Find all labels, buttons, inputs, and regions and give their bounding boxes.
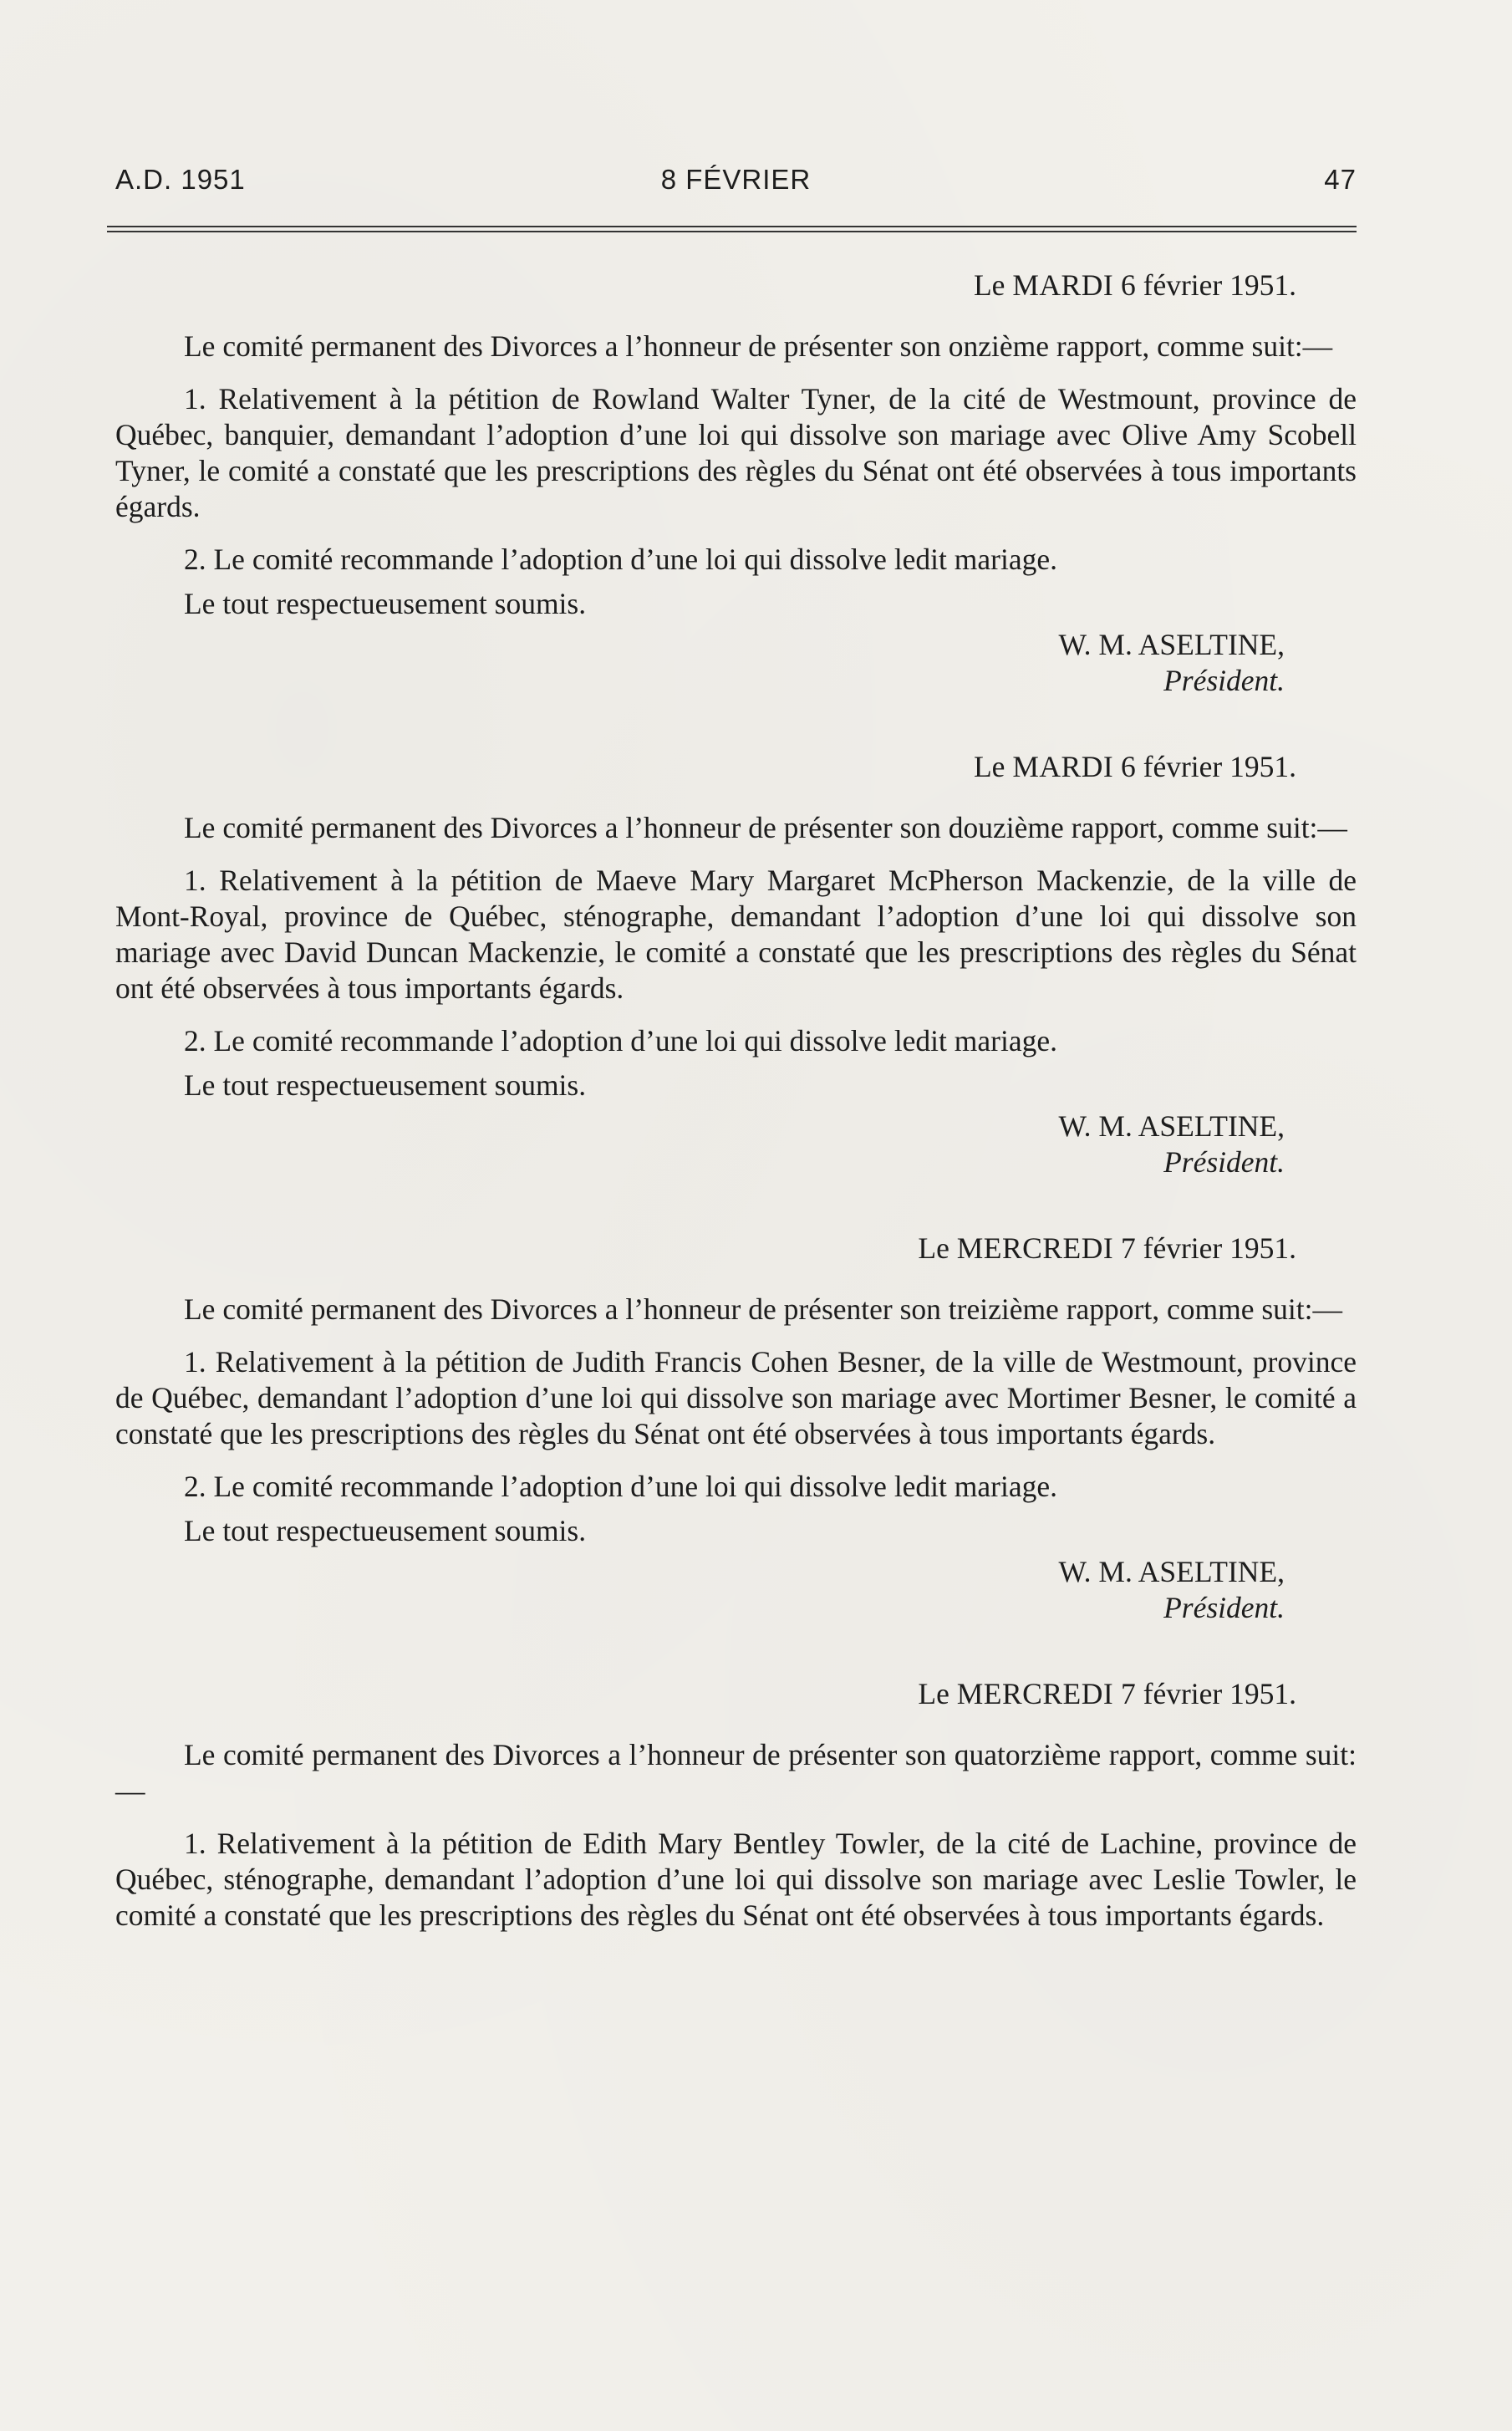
report-item-1: 1. Relativement à la pétition de Edith Mary Bentley Towler, de la cité de Lachine, province de Québec, sténographe, demandant l’adoption d’une loi qui dissolve son mariage avec Leslie Towler, le comité a constaté que les prescriptions des règles du Sénat ont été observées à tous importants égards. — [115, 1827, 1357, 1932]
report-item-2: 2. Le comité recommande l’adoption d’une loi qui dissolve ledit mariage. — [184, 1470, 1057, 1503]
report-item-2: 2. Le comité recommande l’adoption d’une loi qui dissolve ledit mariage. — [184, 543, 1057, 576]
report-date — [115, 1231, 1357, 1266]
report-closing: Le tout respectueusement soumis. — [184, 1068, 587, 1102]
date-prefix: Le — [918, 1231, 949, 1265]
report-fourteenth — [115, 1676, 1357, 1934]
date-rest: 7 février 1951. — [1121, 1677, 1296, 1710]
header-year: A.D. 1951 — [115, 164, 246, 195]
page-content — [115, 268, 1357, 1950]
report-closing: Le tout respectueusement soumis. — [184, 587, 587, 620]
date-rest: 6 février 1951. — [1121, 268, 1296, 302]
signature-name: W. M. ASELTINE, — [1058, 1555, 1285, 1588]
page-number: 47 — [1324, 164, 1357, 195]
signature-title: Président. — [1163, 1145, 1285, 1179]
date-rest: 7 février 1951. — [1121, 1231, 1296, 1265]
signature-name: W. M. ASELTINE, — [1058, 1109, 1285, 1143]
report-intro: Le comité permanent des Divorces a l’honneur de présenter son treizième rapport, comme suit:— — [184, 1292, 1342, 1326]
signature-title: Président. — [1163, 664, 1285, 697]
report-date — [115, 749, 1357, 785]
signature-title: Président. — [1163, 1591, 1285, 1624]
report-item-1: 1. Relativement à la pétition de Maeve Mary Margaret McPherson Mackenzie, de la ville de Mont-Royal, province de Québec, sténographe, demandant l’adoption d’une loi qui dissolve son mariage avec David Duncan Mackenzie, le comité a constaté que les prescriptions des règles du Sénat ont été observées à tous importants égards. — [115, 864, 1357, 1005]
date-prefix: Le — [973, 268, 1005, 302]
signature-name: W. M. ASELTINE, — [1058, 628, 1285, 661]
report-item-1: 1. Relativement à la pétition de Rowland Walter Tyner, de la cité de Westmount, province de Québec, banquier, demandant l’adoption d’une loi qui dissolve son mariage avec Olive Amy Scobell Tyner, le comité a constaté que les prescriptions des règles du Sénat ont été observées à tous importants égards. — [115, 382, 1357, 523]
header-date: 8 FÉVRIER — [660, 164, 812, 195]
report-item-1: 1. Relativement à la pétition de Judith Francis Cohen Besner, de la ville de Westmount, province de Québec, demandant l’adoption d’une loi qui dissolve son mariage avec Mortimer Besner, le comité a constaté que les prescriptions des règles du Sénat ont été observées à tous importants égards. — [115, 1345, 1357, 1450]
report-date — [115, 1676, 1357, 1712]
report-intro: Le comité permanent des Divorces a l’honneur de présenter son onzième rapport, comme suit:— — [184, 329, 1333, 363]
date-prefix: Le — [973, 750, 1005, 783]
report-item-2: 2. Le comité recommande l’adoption d’une loi qui dissolve ledit mariage. — [184, 1024, 1057, 1058]
report-twelfth — [115, 749, 1357, 1180]
report-eleventh — [115, 268, 1357, 699]
report-date — [115, 268, 1357, 303]
header-double-rule — [107, 226, 1357, 232]
report-intro: Le comité permanent des Divorces a l’honneur de présenter son quatorzième rapport, comme suit:— — [115, 1738, 1357, 1807]
report-closing: Le tout respectueusement soumis. — [184, 1514, 587, 1547]
date-prefix: Le — [918, 1677, 949, 1710]
date-day: MERCREDI — [956, 1677, 1114, 1710]
report-intro: Le comité permanent des Divorces a l’honneur de présenter son douzième rapport, comme suit:— — [184, 811, 1347, 844]
date-day: MARDI — [1012, 750, 1114, 783]
date-rest: 6 février 1951. — [1121, 750, 1296, 783]
date-day: MERCREDI — [956, 1231, 1114, 1265]
page-header — [115, 164, 1357, 204]
report-thirteenth — [115, 1231, 1357, 1626]
date-day: MARDI — [1012, 268, 1114, 302]
